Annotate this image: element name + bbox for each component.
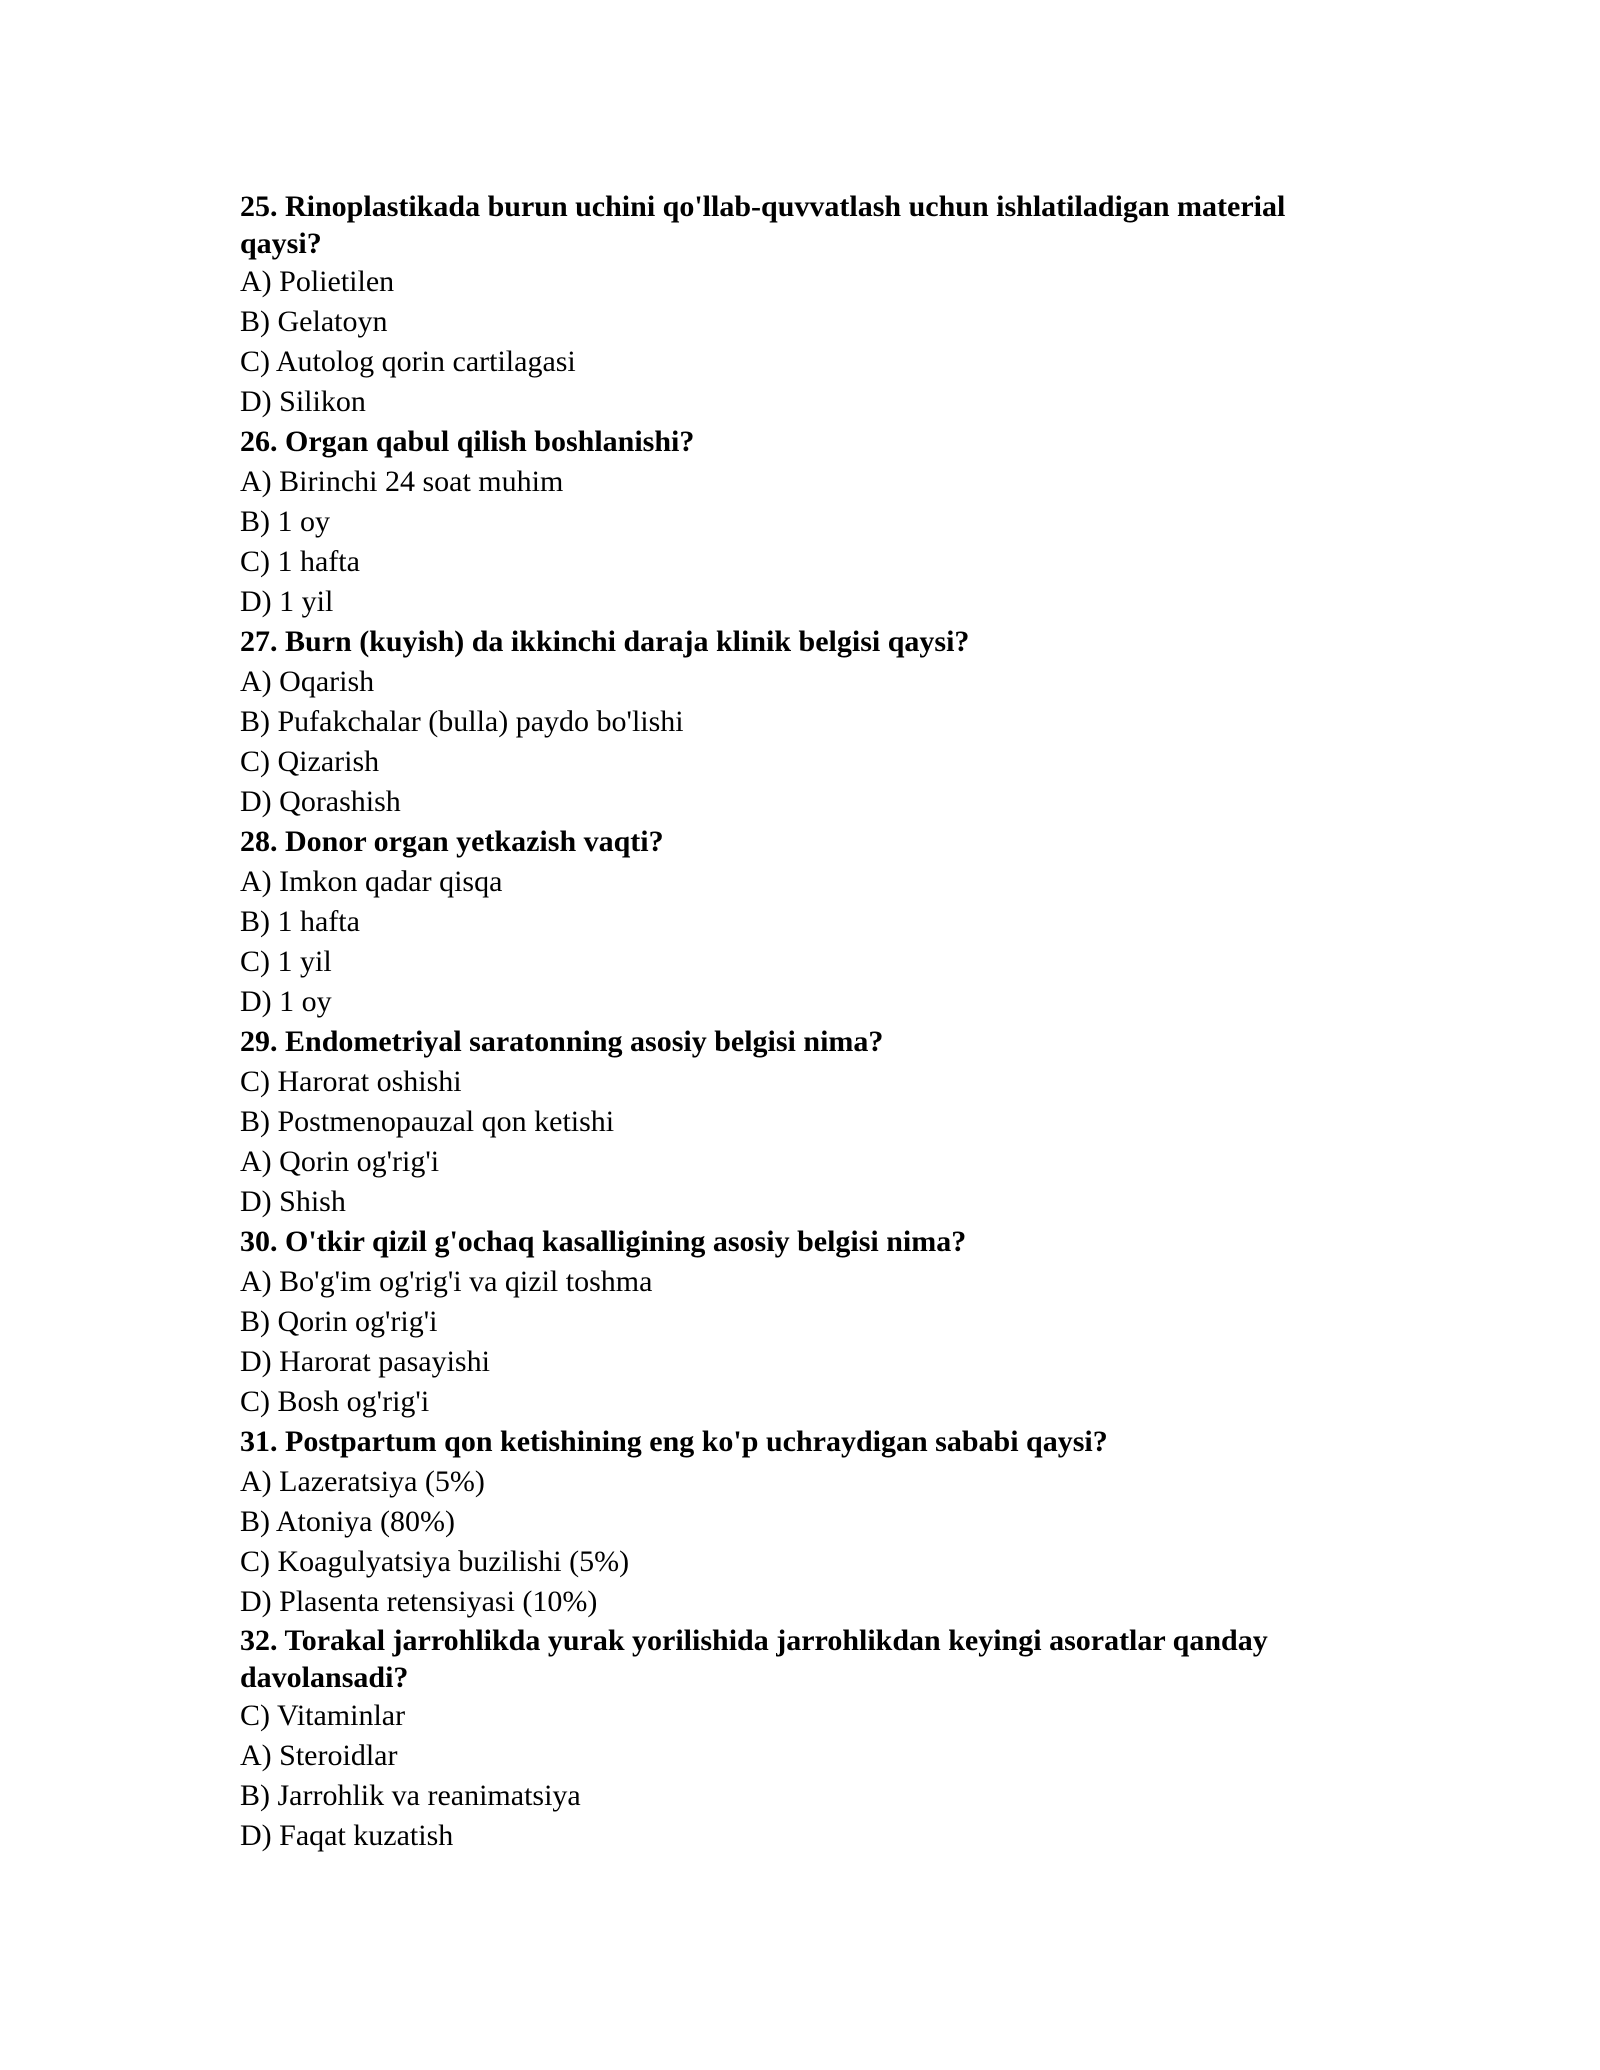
answer-option: B) Postmenopauzal qon ketishi [240, 1105, 615, 1138]
question-title: 30. O'tkir qizil g'ochaq kasalligining asosiy belgisi nima? [240, 1225, 967, 1258]
answer-option: C) 1 hafta [240, 545, 360, 578]
answer-option: B) Jarrohlik va reanimatsiya [240, 1779, 581, 1812]
answer-option: C) Koagulyatsiya buzilishi (5%) [240, 1545, 630, 1578]
question-title: 31. Postpartum qon ketishining eng ko'p uchraydigan sababi qaysi? [240, 1425, 1108, 1458]
answer-option: B) Pufakchalar (bulla) paydo bo'lishi [240, 705, 684, 738]
answer-option: B) Gelatoyn [240, 305, 388, 338]
question-31 [240, 1422, 1370, 1622]
answer-option: A) Birinchi 24 soat muhim [240, 465, 564, 498]
answer-option: A) Polietilen [240, 265, 395, 298]
question-32 [240, 1622, 1370, 1856]
answer-option: A) Imkon qadar qisqa [240, 865, 503, 898]
answer-option: D) Faqat kuzatish [240, 1819, 454, 1852]
document-page [240, 188, 1370, 1856]
question-30 [240, 1222, 1370, 1422]
question-title: 32. Torakal jarrohlikda yurak yorilishida jarrohlikdan keyingi asoratlar qanday davolansadi? [240, 1624, 1268, 1694]
answer-option: A) Lazeratsiya (5%) [240, 1465, 485, 1498]
question-title: 28. Donor organ yetkazish vaqti? [240, 825, 664, 858]
answer-option: A) Oqarish [240, 665, 375, 698]
answer-option: B) Qorin og'rig'i [240, 1305, 438, 1338]
answer-option: C) Harorat oshishi [240, 1065, 462, 1098]
question-26 [240, 422, 1370, 622]
answer-option: C) Qizarish [240, 745, 380, 778]
answer-option: B) 1 oy [240, 505, 330, 538]
question-title: 25. Rinoplastikada burun uchini qo'llab-quvvatlash uchun ishlatiladigan material qaysi? [240, 190, 1286, 260]
question-27 [240, 622, 1370, 822]
answer-option: A) Steroidlar [240, 1739, 398, 1772]
answer-option: D) Harorat pasayishi [240, 1345, 490, 1378]
answer-option: A) Qorin og'rig'i [240, 1145, 440, 1178]
question-title: 26. Organ qabul qilish boshlanishi? [240, 425, 695, 458]
answer-option: D) 1 yil [240, 585, 334, 618]
answer-option: D) Silikon [240, 385, 366, 418]
answer-option: C) Vitaminlar [240, 1699, 406, 1732]
answer-option: B) 1 hafta [240, 905, 360, 938]
answer-option: C) Autolog qorin cartilagasi [240, 345, 576, 378]
question-28 [240, 822, 1370, 1022]
answer-option: D) Plasenta retensiyasi (10%) [240, 1585, 598, 1618]
question-title: 27. Burn (kuyish) da ikkinchi daraja klinik belgisi qaysi? [240, 625, 970, 658]
answer-option: D) 1 oy [240, 985, 332, 1018]
answer-option: D) Shish [240, 1185, 346, 1218]
question-25 [240, 188, 1370, 422]
answer-option: A) Bo'g'im og'rig'i va qizil toshma [240, 1265, 653, 1298]
answer-option: C) Bosh og'rig'i [240, 1385, 430, 1418]
answer-option: B) Atoniya (80%) [240, 1505, 455, 1538]
answer-option: D) Qorashish [240, 785, 401, 818]
question-title: 29. Endometriyal saratonning asosiy belgisi nima? [240, 1025, 884, 1058]
answer-option: C) 1 yil [240, 945, 332, 978]
question-29 [240, 1022, 1370, 1222]
